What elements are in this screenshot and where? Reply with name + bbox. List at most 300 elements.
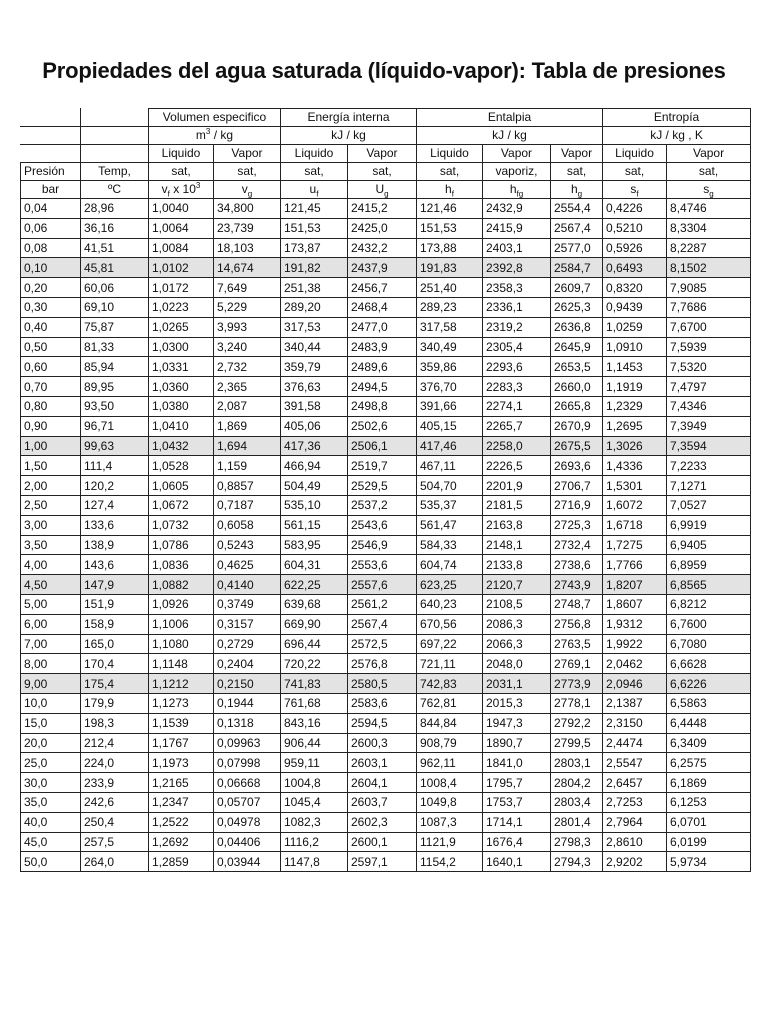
cell-sf: 2,3150 <box>603 713 667 733</box>
cell-ug: 2437,9 <box>348 258 417 278</box>
cell-hfg: 2133,8 <box>483 555 551 575</box>
cell-sg: 6,7600 <box>667 614 751 634</box>
cell-pressure: 0,70 <box>21 377 81 397</box>
cell-sg: 6,6226 <box>667 674 751 694</box>
vf-symbol: $v_f$ x $10^3$ <box>149 181 214 199</box>
cell-hf: 376,70 <box>417 377 483 397</box>
cell-hf: 697,22 <box>417 634 483 654</box>
cell-hf: 1008,4 <box>417 773 483 793</box>
pressure-unit: bar <box>21 181 81 199</box>
cell-hg: 2554,4 <box>551 199 603 219</box>
cell-ug: 2483,9 <box>348 337 417 357</box>
cell-sg: 6,5863 <box>667 693 751 713</box>
cell-hfg: 2086,3 <box>483 614 551 634</box>
cell-uf: 843,16 <box>281 713 348 733</box>
cell-hg: 2799,5 <box>551 733 603 753</box>
cell-vg: 0,5243 <box>214 535 281 555</box>
cell-hfg: 2258,0 <box>483 436 551 456</box>
cell-temperature: 85,94 <box>81 357 149 377</box>
cell-ug: 2553,6 <box>348 555 417 575</box>
vg-phase-label: Vapor <box>214 145 281 163</box>
cell-sg: 7,3949 <box>667 416 751 436</box>
cell-hg: 2653,5 <box>551 357 603 377</box>
cell-vf: 1,0836 <box>149 555 214 575</box>
cell-hf: 289,23 <box>417 297 483 317</box>
uf-symbol: $u_f$ <box>281 181 348 199</box>
cell-hf: 405,15 <box>417 416 483 436</box>
table-row <box>21 436 751 456</box>
cell-sf: 1,5301 <box>603 476 667 496</box>
cell-uf: 741,83 <box>281 674 348 694</box>
header-empty-cell <box>21 127 81 145</box>
cell-ug: 2529,5 <box>348 476 417 496</box>
cell-hf: 1049,8 <box>417 792 483 812</box>
hf-symbol: $h_f$ <box>417 181 483 199</box>
cell-temperature: 36,16 <box>81 218 149 238</box>
cell-hfg: 2392,8 <box>483 258 551 278</box>
cell-hg: 2660,0 <box>551 377 603 397</box>
cell-pressure: 20,0 <box>21 733 81 753</box>
cell-ug: 2425,0 <box>348 218 417 238</box>
cell-ug: 2561,2 <box>348 594 417 614</box>
uf-phase-label: Liquido <box>281 145 348 163</box>
cell-sf: 1,2329 <box>603 396 667 416</box>
cell-hf: 467,11 <box>417 456 483 476</box>
cell-sg: 7,2233 <box>667 456 751 476</box>
sg-symbol: $s_g$ <box>667 181 751 199</box>
cell-sg: 5,9734 <box>667 852 751 872</box>
cell-hfg: 2283,3 <box>483 377 551 397</box>
cell-ug: 2415,2 <box>348 199 417 219</box>
table-row <box>21 535 751 555</box>
cell-ug: 2456,7 <box>348 278 417 298</box>
cell-ug: 2604,1 <box>348 773 417 793</box>
cell-vg: 5,229 <box>214 297 281 317</box>
sf-sat-label: sat, <box>603 163 667 181</box>
cell-hf: 640,23 <box>417 594 483 614</box>
cell-temperature: 242,6 <box>81 792 149 812</box>
table-row <box>21 555 751 575</box>
volume-units: $m^3$ / kg <box>149 127 281 145</box>
cell-temperature: 175,4 <box>81 674 149 694</box>
table-row <box>21 357 751 377</box>
cell-sf: 0,5210 <box>603 218 667 238</box>
cell-uf: 317,53 <box>281 317 348 337</box>
cell-vf: 1,1273 <box>149 693 214 713</box>
cell-hfg: 2108,5 <box>483 594 551 614</box>
cell-sg: 6,1253 <box>667 792 751 812</box>
cell-hg: 2584,7 <box>551 258 603 278</box>
cell-ug: 2557,6 <box>348 575 417 595</box>
table-row <box>21 515 751 535</box>
cell-vf: 1,0786 <box>149 535 214 555</box>
cell-hf: 584,33 <box>417 535 483 555</box>
cell-pressure: 3,00 <box>21 515 81 535</box>
cell-pressure: 0,20 <box>21 278 81 298</box>
cell-sf: 1,4336 <box>603 456 667 476</box>
cell-sg: 6,2575 <box>667 753 751 773</box>
cell-pressure: 3,50 <box>21 535 81 555</box>
cell-hg: 2756,8 <box>551 614 603 634</box>
cell-pressure: 0,06 <box>21 218 81 238</box>
cell-vf: 1,0040 <box>149 199 214 219</box>
cell-hf: 173,88 <box>417 238 483 258</box>
cell-vf: 1,0410 <box>149 416 214 436</box>
cell-temperature: 198,3 <box>81 713 149 733</box>
cell-sg: 7,7686 <box>667 297 751 317</box>
cell-hfg: 2432,9 <box>483 199 551 219</box>
cell-vg: 0,04406 <box>214 832 281 852</box>
cell-uf: 405,06 <box>281 416 348 436</box>
cell-sf: 0,8320 <box>603 278 667 298</box>
saturated-water-pressure-table <box>20 108 751 872</box>
cell-hf: 340,49 <box>417 337 483 357</box>
cell-uf: 151,53 <box>281 218 348 238</box>
header-empty-cell <box>21 145 81 163</box>
cell-sg: 6,9919 <box>667 515 751 535</box>
table-row <box>21 238 751 258</box>
cell-sg: 7,0527 <box>667 495 751 515</box>
cell-vg: 0,2404 <box>214 654 281 674</box>
cell-pressure: 0,90 <box>21 416 81 436</box>
cell-uf: 251,38 <box>281 278 348 298</box>
header-row-phase <box>21 145 751 163</box>
cell-vg: 0,7187 <box>214 495 281 515</box>
hg-phase-label: Vapor <box>551 145 603 163</box>
cell-sf: 0,6493 <box>603 258 667 278</box>
cell-sg: 6,4448 <box>667 713 751 733</box>
cell-temperature: 99,63 <box>81 436 149 456</box>
table-row <box>21 753 751 773</box>
cell-vg: 0,2729 <box>214 634 281 654</box>
cell-temperature: 179,9 <box>81 693 149 713</box>
cell-uf: 191,82 <box>281 258 348 278</box>
cell-temperature: 212,4 <box>81 733 149 753</box>
entropy-units: kJ / kg , K <box>603 127 751 145</box>
cell-sf: 1,6072 <box>603 495 667 515</box>
cell-vg: 0,09963 <box>214 733 281 753</box>
cell-sg: 7,4797 <box>667 377 751 397</box>
cell-vg: 0,1944 <box>214 693 281 713</box>
cell-ug: 2432,2 <box>348 238 417 258</box>
cell-hfg: 1753,7 <box>483 792 551 812</box>
cell-hf: 1087,3 <box>417 812 483 832</box>
cell-sg: 6,0199 <box>667 832 751 852</box>
table-row <box>21 258 751 278</box>
table-row <box>21 416 751 436</box>
cell-hg: 2693,6 <box>551 456 603 476</box>
group-entropy-header: Entropía <box>603 109 751 127</box>
cell-vg: 2,732 <box>214 357 281 377</box>
cell-sf: 0,5926 <box>603 238 667 258</box>
group-volume-header: Volumen especifico <box>149 109 281 127</box>
cell-vg: 18,103 <box>214 238 281 258</box>
cell-temperature: 75,87 <box>81 317 149 337</box>
temperature-unit: ºC <box>81 181 149 199</box>
cell-sg: 7,5320 <box>667 357 751 377</box>
cell-uf: 1045,4 <box>281 792 348 812</box>
cell-vf: 1,0223 <box>149 297 214 317</box>
cell-hg: 2609,7 <box>551 278 603 298</box>
cell-hfg: 2066,3 <box>483 634 551 654</box>
cell-vg: 3,993 <box>214 317 281 337</box>
cell-temperature: 233,9 <box>81 773 149 793</box>
cell-hf: 504,70 <box>417 476 483 496</box>
cell-pressure: 4,50 <box>21 575 81 595</box>
cell-sg: 7,6700 <box>667 317 751 337</box>
table-row <box>21 812 751 832</box>
table-row <box>21 297 751 317</box>
vg-symbol: $v_g$ <box>214 181 281 199</box>
cell-hg: 2803,4 <box>551 792 603 812</box>
cell-pressure: 4,00 <box>21 555 81 575</box>
cell-vf: 1,1212 <box>149 674 214 694</box>
cell-uf: 604,31 <box>281 555 348 575</box>
table-row <box>21 773 751 793</box>
cell-hfg: 2148,1 <box>483 535 551 555</box>
cell-sg: 6,9405 <box>667 535 751 555</box>
enthalpy-units: kJ / kg <box>417 127 603 145</box>
cell-pressure: 9,00 <box>21 674 81 694</box>
vf-phase-label: Liquido <box>149 145 214 163</box>
cell-hfg: 2048,0 <box>483 654 551 674</box>
table-row <box>21 674 751 694</box>
cell-ug: 2502,6 <box>348 416 417 436</box>
cell-vg: 23,739 <box>214 218 281 238</box>
cell-hg: 2706,7 <box>551 476 603 496</box>
cell-hg: 2732,4 <box>551 535 603 555</box>
cell-sf: 2,1387 <box>603 693 667 713</box>
group-energy-header: Energía interna <box>281 109 417 127</box>
table-row <box>21 852 751 872</box>
cell-pressure: 2,00 <box>21 476 81 496</box>
cell-ug: 2494,5 <box>348 377 417 397</box>
cell-hfg: 2031,1 <box>483 674 551 694</box>
cell-pressure: 5,00 <box>21 594 81 614</box>
cell-sf: 1,0259 <box>603 317 667 337</box>
cell-sf: 2,6457 <box>603 773 667 793</box>
cell-ug: 2537,2 <box>348 495 417 515</box>
cell-sg: 8,4746 <box>667 199 751 219</box>
cell-vf: 1,0432 <box>149 436 214 456</box>
cell-sf: 1,2695 <box>603 416 667 436</box>
cell-hg: 2798,3 <box>551 832 603 852</box>
cell-vf: 1,1973 <box>149 753 214 773</box>
cell-hfg: 2181,5 <box>483 495 551 515</box>
cell-vf: 1,0528 <box>149 456 214 476</box>
header-row-units <box>21 127 751 145</box>
cell-uf: 504,49 <box>281 476 348 496</box>
cell-hg: 2636,8 <box>551 317 603 337</box>
cell-temperature: 257,5 <box>81 832 149 852</box>
cell-sg: 7,3594 <box>667 436 751 456</box>
hfg-symbol: $h_{fg}$ <box>483 181 551 199</box>
cell-ug: 2506,1 <box>348 436 417 456</box>
cell-vf: 1,2165 <box>149 773 214 793</box>
cell-hf: 417,46 <box>417 436 483 456</box>
cell-ug: 2567,4 <box>348 614 417 634</box>
cell-sf: 1,9922 <box>603 634 667 654</box>
cell-hfg: 1714,1 <box>483 812 551 832</box>
cell-hf: 561,47 <box>417 515 483 535</box>
table-row <box>21 456 751 476</box>
cell-ug: 2576,8 <box>348 654 417 674</box>
table-body <box>21 109 751 872</box>
table-row <box>21 575 751 595</box>
cell-hfg: 2120,7 <box>483 575 551 595</box>
cell-vf: 1,0926 <box>149 594 214 614</box>
cell-vg: 1,694 <box>214 436 281 456</box>
cell-ug: 2519,7 <box>348 456 417 476</box>
cell-sf: 1,1453 <box>603 357 667 377</box>
cell-temperature: 133,6 <box>81 515 149 535</box>
header-row-symbols <box>21 181 751 199</box>
cell-pressure: 10,0 <box>21 693 81 713</box>
cell-temperature: 158,9 <box>81 614 149 634</box>
cell-hf: 1154,2 <box>417 852 483 872</box>
table-row <box>21 713 751 733</box>
cell-sg: 7,5939 <box>667 337 751 357</box>
cell-hg: 2577,0 <box>551 238 603 258</box>
cell-sg: 6,7080 <box>667 634 751 654</box>
cell-vf: 1,2347 <box>149 792 214 812</box>
cell-hg: 2803,1 <box>551 753 603 773</box>
cell-ug: 2498,8 <box>348 396 417 416</box>
cell-pressure: 7,00 <box>21 634 81 654</box>
cell-vg: 0,8857 <box>214 476 281 496</box>
cell-sf: 1,8207 <box>603 575 667 595</box>
cell-vg: 2,365 <box>214 377 281 397</box>
header-empty-cell <box>21 109 81 127</box>
header-row-sat <box>21 163 751 181</box>
cell-hfg: 2226,5 <box>483 456 551 476</box>
vg-sat-label: sat, <box>214 163 281 181</box>
cell-vf: 1,1767 <box>149 733 214 753</box>
cell-hf: 391,66 <box>417 396 483 416</box>
cell-uf: 376,63 <box>281 377 348 397</box>
cell-vf: 1,0882 <box>149 575 214 595</box>
cell-ug: 2603,7 <box>348 792 417 812</box>
cell-pressure: 40,0 <box>21 812 81 832</box>
cell-temperature: 81,33 <box>81 337 149 357</box>
cell-uf: 561,15 <box>281 515 348 535</box>
hf-phase-label: Liquido <box>417 145 483 163</box>
cell-hg: 2773,9 <box>551 674 603 694</box>
cell-sf: 2,0946 <box>603 674 667 694</box>
cell-hg: 2778,1 <box>551 693 603 713</box>
cell-pressure: 0,08 <box>21 238 81 258</box>
cell-sg: 6,1869 <box>667 773 751 793</box>
cell-hf: 908,79 <box>417 733 483 753</box>
cell-sg: 7,1271 <box>667 476 751 496</box>
cell-vf: 1,2522 <box>149 812 214 832</box>
cell-vg: 0,6058 <box>214 515 281 535</box>
table-row <box>21 832 751 852</box>
cell-ug: 2597,1 <box>348 852 417 872</box>
cell-hg: 2769,1 <box>551 654 603 674</box>
cell-hg: 2801,4 <box>551 812 603 832</box>
cell-vf: 1,2859 <box>149 852 214 872</box>
cell-hfg: 2293,6 <box>483 357 551 377</box>
page-title: Propiedades del agua saturada (líquido-vapor): Tabla de presiones <box>42 58 726 83</box>
hfg-phase-label: Vapor <box>483 145 551 163</box>
cell-ug: 2468,4 <box>348 297 417 317</box>
cell-pressure: 6,00 <box>21 614 81 634</box>
cell-vf: 1,0172 <box>149 278 214 298</box>
table-row <box>21 733 751 753</box>
cell-temperature: 89,95 <box>81 377 149 397</box>
cell-sg: 6,6628 <box>667 654 751 674</box>
cell-sf: 2,0462 <box>603 654 667 674</box>
cell-hf: 962,11 <box>417 753 483 773</box>
cell-ug: 2572,5 <box>348 634 417 654</box>
cell-pressure: 30,0 <box>21 773 81 793</box>
cell-hg: 2738,6 <box>551 555 603 575</box>
cell-temperature: 250,4 <box>81 812 149 832</box>
cell-sf: 1,9312 <box>603 614 667 634</box>
cell-hg: 2716,9 <box>551 495 603 515</box>
vf-sat-label: sat, <box>149 163 214 181</box>
cell-hf: 742,83 <box>417 674 483 694</box>
cell-hg: 2670,9 <box>551 416 603 436</box>
cell-pressure: 0,04 <box>21 199 81 219</box>
cell-hfg: 1640,1 <box>483 852 551 872</box>
cell-uf: 121,45 <box>281 199 348 219</box>
cell-vg: 0,3749 <box>214 594 281 614</box>
table-row <box>21 634 751 654</box>
cell-pressure: 1,50 <box>21 456 81 476</box>
cell-hg: 2794,3 <box>551 852 603 872</box>
cell-hf: 151,53 <box>417 218 483 238</box>
cell-pressure: 0,50 <box>21 337 81 357</box>
cell-vf: 1,1006 <box>149 614 214 634</box>
cell-hfg: 1676,4 <box>483 832 551 852</box>
cell-hf: 359,86 <box>417 357 483 377</box>
table-row <box>21 594 751 614</box>
cell-pressure: 8,00 <box>21 654 81 674</box>
cell-hf: 251,40 <box>417 278 483 298</box>
cell-ug: 2489,6 <box>348 357 417 377</box>
cell-temperature: 151,9 <box>81 594 149 614</box>
cell-vg: 0,3157 <box>214 614 281 634</box>
cell-sg: 8,1502 <box>667 258 751 278</box>
cell-uf: 391,58 <box>281 396 348 416</box>
cell-sg: 6,0701 <box>667 812 751 832</box>
cell-pressure: 45,0 <box>21 832 81 852</box>
cell-hf: 535,37 <box>417 495 483 515</box>
cell-uf: 1147,8 <box>281 852 348 872</box>
cell-ug: 2546,9 <box>348 535 417 555</box>
cell-uf: 359,79 <box>281 357 348 377</box>
cell-uf: 639,68 <box>281 594 348 614</box>
cell-uf: 1116,2 <box>281 832 348 852</box>
cell-hfg: 2201,9 <box>483 476 551 496</box>
cell-hg: 2763,5 <box>551 634 603 654</box>
cell-hg: 2665,8 <box>551 396 603 416</box>
cell-uf: 417,36 <box>281 436 348 456</box>
cell-temperature: 60,06 <box>81 278 149 298</box>
ug-sat-label: sat, <box>348 163 417 181</box>
cell-vf: 1,1080 <box>149 634 214 654</box>
cell-pressure: 25,0 <box>21 753 81 773</box>
cell-pressure: 0,30 <box>21 297 81 317</box>
header-empty-cell <box>81 145 149 163</box>
cell-hg: 2743,9 <box>551 575 603 595</box>
cell-temperature: 143,6 <box>81 555 149 575</box>
cell-vf: 1,0732 <box>149 515 214 535</box>
cell-vg: 0,4625 <box>214 555 281 575</box>
cell-vg: 1,159 <box>214 456 281 476</box>
